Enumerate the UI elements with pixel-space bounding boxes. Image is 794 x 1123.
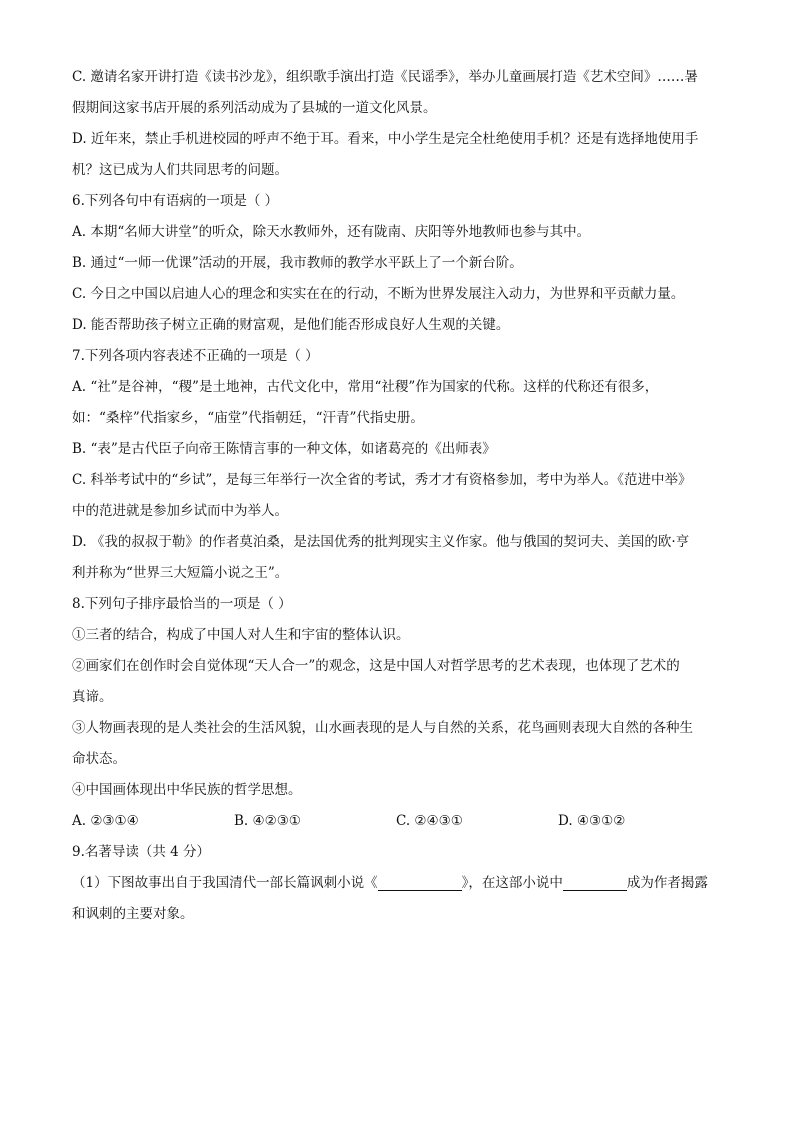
target-group-blank[interactable] xyxy=(563,872,627,891)
q8-options xyxy=(72,806,724,837)
q5-option-d-line1: D. 近年来，禁止手机进校园的呼声不绝于耳。看来，中小学生是完全杜绝使用手机？还是有选择地使用手 xyxy=(72,131,699,147)
novel-title-blank[interactable] xyxy=(378,872,462,891)
q8-sentence-2-line2: 真谛。 xyxy=(72,689,113,705)
q8-sentence-1: ①三者的结合，构成了中国人对人生和宇宙的整体认识。 xyxy=(72,627,410,643)
q5-option-d-line2: 机？这已成为人们共同思考的问题。 xyxy=(72,162,288,178)
q9-part1-text-b: 》，在这部小说中 xyxy=(461,875,563,891)
q9-stem: 9.名著导读（共 4 分） xyxy=(72,844,211,860)
exam-page xyxy=(72,62,724,930)
q6-option-a: A. 本期“名师大讲堂”的听众，除天水教师外，还有陇南、庆阳等外地教师也参与其中。 xyxy=(72,224,591,240)
q7-option-a-line2: 如：“桑梓”代指家乡，“庙堂”代指朝廷，“汗青”代指史册。 xyxy=(72,410,424,426)
q8-sentence-4: ④中国画体现出中华民族的哲学思想。 xyxy=(72,782,302,798)
q8-option-d: D. ④③①② xyxy=(558,813,626,829)
q8-stem: 8.下列句子排序最恰当的一项是（ ） xyxy=(72,596,292,612)
q8-sentence-3-line2: 命状态。 xyxy=(72,751,126,767)
q7-option-b: B. “表”是古代臣子向帝王陈情言事的一种文体，如诸葛亮的《出师表》 xyxy=(72,441,496,457)
q5-option-c-line2: 假期间这家书店开展的系列活动成为了县城的一道文化风景。 xyxy=(72,100,437,116)
q7-option-c-line1: C. 科举考试中的“乡试”，是每三年举行一次全省的考试，秀才才有资格参加，考中为举人。《范进中举》 xyxy=(72,472,692,488)
q7-option-d-line2: 利并称为“世界三大短篇小说之王”。 xyxy=(72,565,289,581)
q7-option-c-line2: 中的范进就是参加乡试而中为举人。 xyxy=(72,503,288,519)
q9-part1-line1 xyxy=(72,868,724,899)
q8-sentence-3-line1: ③人物画表现的是人类社会的生活风貌，山水画表现的是人与自然的关系，花鸟画则表现大自然的各种生 xyxy=(72,720,693,736)
q8-option-b: B. ④②③① xyxy=(234,813,301,829)
q6-stem: 6.下列各句中有语病的一项是（ ） xyxy=(72,193,279,209)
q7-option-a-line1: A. “社”是谷神，“稷”是土地神，古代文化中，常用“社稷”作为国家的代称。这样的代称还有很多， xyxy=(72,379,659,395)
q8-sentence-2-line1: ②画家们在创作时会自觉体现“天人合一”的观念，这是中国人对哲学思考的艺术表现，也体现了艺术的 xyxy=(72,658,680,674)
q7-stem: 7.下列各项内容表述不正确的一项是（ ） xyxy=(72,348,319,364)
q5-option-c-line1: C. 邀请名家开讲打造《读书沙龙》，组织歌手演出打造《民谣季》，举办儿童画展打造《艺术空间》……暑 xyxy=(72,69,698,85)
q8-option-c: C. ②④③① xyxy=(396,813,463,829)
q6-option-b: B. 通过“一师一优课”活动的开展，我市教师的教学水平跃上了一个新台阶。 xyxy=(72,255,523,271)
q7-option-d-line1: D. 《我的叔叔于勒》的作者莫泊桑，是法国优秀的批判现实主义作家。他与俄国的契诃夫、美国的欧·亨 xyxy=(72,534,690,550)
q9-part1-text-c: 成为作者揭露 xyxy=(626,875,708,891)
q9-part1-line2: 和讽刺的主要对象。 xyxy=(72,906,194,922)
q8-option-a: A. ②③①④ xyxy=(72,813,139,829)
q9-part1-text-a: （1）下图故事出自于我国清代一部长篇讽刺小说《 xyxy=(72,875,378,891)
q6-option-c: C. 今日之中国以启迪人心的理念和实实在在的行动，不断为世界发展注入动力，为世界和平贡献力量。 xyxy=(72,286,685,302)
q6-option-d: D. 能否帮助孩子树立正确的财富观，是他们能否形成良好人生观的关键。 xyxy=(72,317,510,333)
